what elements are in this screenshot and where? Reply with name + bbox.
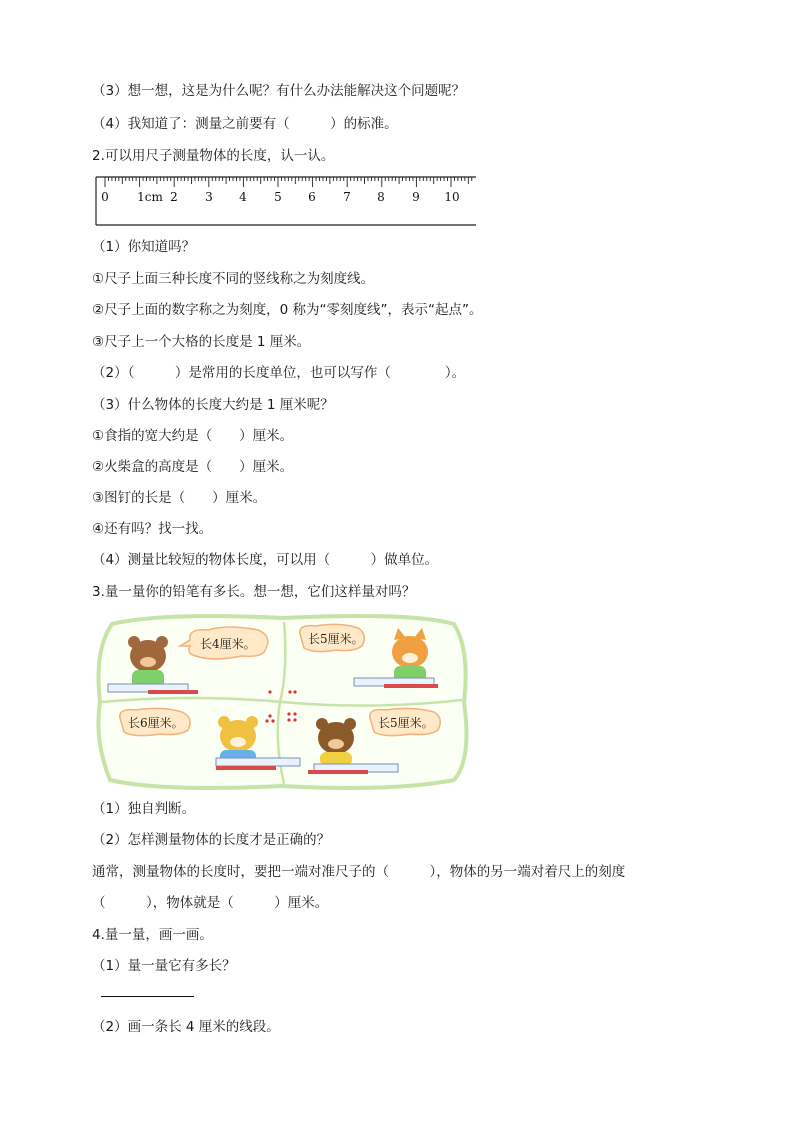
- question-2-2: （2）（ ）是常用的长度单位，也可以写作（ ）。: [92, 365, 466, 381]
- ruler-ticks: [105, 177, 472, 187]
- pencil-icon-4: [308, 770, 368, 774]
- ruler-label-9: 9: [412, 190, 420, 204]
- ruler-label-0: 0: [101, 190, 109, 204]
- fact-2: ②尺子上面的数字称之为刻度，0 称为“零刻度线”，表示“起点”。: [92, 302, 483, 318]
- item-other: ④还有吗？找一找。: [92, 521, 213, 537]
- ruler-svg: [92, 175, 476, 227]
- speech-text-4: 长5厘米。: [378, 716, 434, 730]
- ruler-label-3: 3: [205, 190, 213, 204]
- ruler-label-6: 6: [308, 190, 316, 204]
- question-2-4: （4）测量比较短的物体长度，可以用（ ）做单位。: [92, 552, 439, 568]
- fact-3: ③尺子上一个大格的长度是 1 厘米。: [92, 334, 311, 350]
- pencil-measure-illustration: [92, 610, 472, 792]
- section-3-heading: 3.量一量你的铅笔有多长。想一想，它们这样量对吗？: [92, 584, 416, 600]
- item-matchbox: ②火柴盒的高度是（ ）厘米。: [92, 459, 294, 475]
- item-thumbtack: ③图钉的长是（ ）厘米。: [92, 490, 267, 506]
- fox-head-icon: [392, 636, 428, 668]
- ruler-label-5: 5: [274, 190, 282, 204]
- section-4-heading: 4.量一量，画一画。: [92, 927, 213, 943]
- item-finger: ①食指的宽大约是（ ）厘米。: [92, 428, 294, 444]
- ruler-label-2: 2: [170, 190, 178, 204]
- ruler-label-8: 8: [377, 190, 385, 204]
- question-4-2: （2）画一条长 4 厘米的线段。: [92, 1019, 280, 1035]
- question-3-3: （3）想一想，这是为什么呢？有什么办法能解决这个问题呢？: [92, 83, 466, 99]
- question-2-1: （1）你知道吗？: [92, 239, 196, 255]
- pencil-icon-3: [216, 766, 276, 770]
- speech-text-2: 长5厘米。: [308, 632, 364, 646]
- ruler-label-10: 10: [444, 190, 460, 204]
- answer-line-2: （ ），物体就是（ ）厘米。: [92, 895, 329, 911]
- ruler-labels: [101, 190, 459, 204]
- section-2-heading: 2.可以用尺子测量物体的长度，认一认。: [92, 148, 335, 164]
- question-4-1: （1）量一量它有多长？: [92, 958, 236, 974]
- ruler-label-1cm: 1cm: [137, 190, 163, 204]
- speech-text-3: 长6厘米。: [128, 716, 184, 730]
- question-3-1: （1）独自判断。: [92, 801, 196, 817]
- question-3-2: （2）怎样测量物体的长度才是正确的？: [92, 832, 331, 848]
- pencil-icon-2: [384, 684, 438, 688]
- speech-text-1: 长4厘米。: [200, 637, 256, 651]
- measure-segment: [101, 996, 194, 997]
- illustration-svg: [92, 610, 472, 792]
- ruler-label-7: 7: [343, 190, 351, 204]
- question-3-4: （4）我知道了：测量之前要有（ ）的标准。: [92, 116, 398, 132]
- fact-1: ①尺子上面三种长度不同的竖线称之为刻度线。: [92, 271, 375, 287]
- ruler-icon-3: [216, 758, 300, 766]
- pencil-icon-1: [148, 690, 198, 694]
- ruler-figure: [92, 175, 476, 227]
- ruler-label-4: 4: [239, 190, 247, 204]
- answer-line-1: 通常，测量物体的长度时，要把一端对准尺子的（ ），物体的另一端对着尺上的刻度: [92, 864, 626, 880]
- question-2-3: （3）什么物体的长度大约是 1 厘米呢？: [92, 397, 334, 413]
